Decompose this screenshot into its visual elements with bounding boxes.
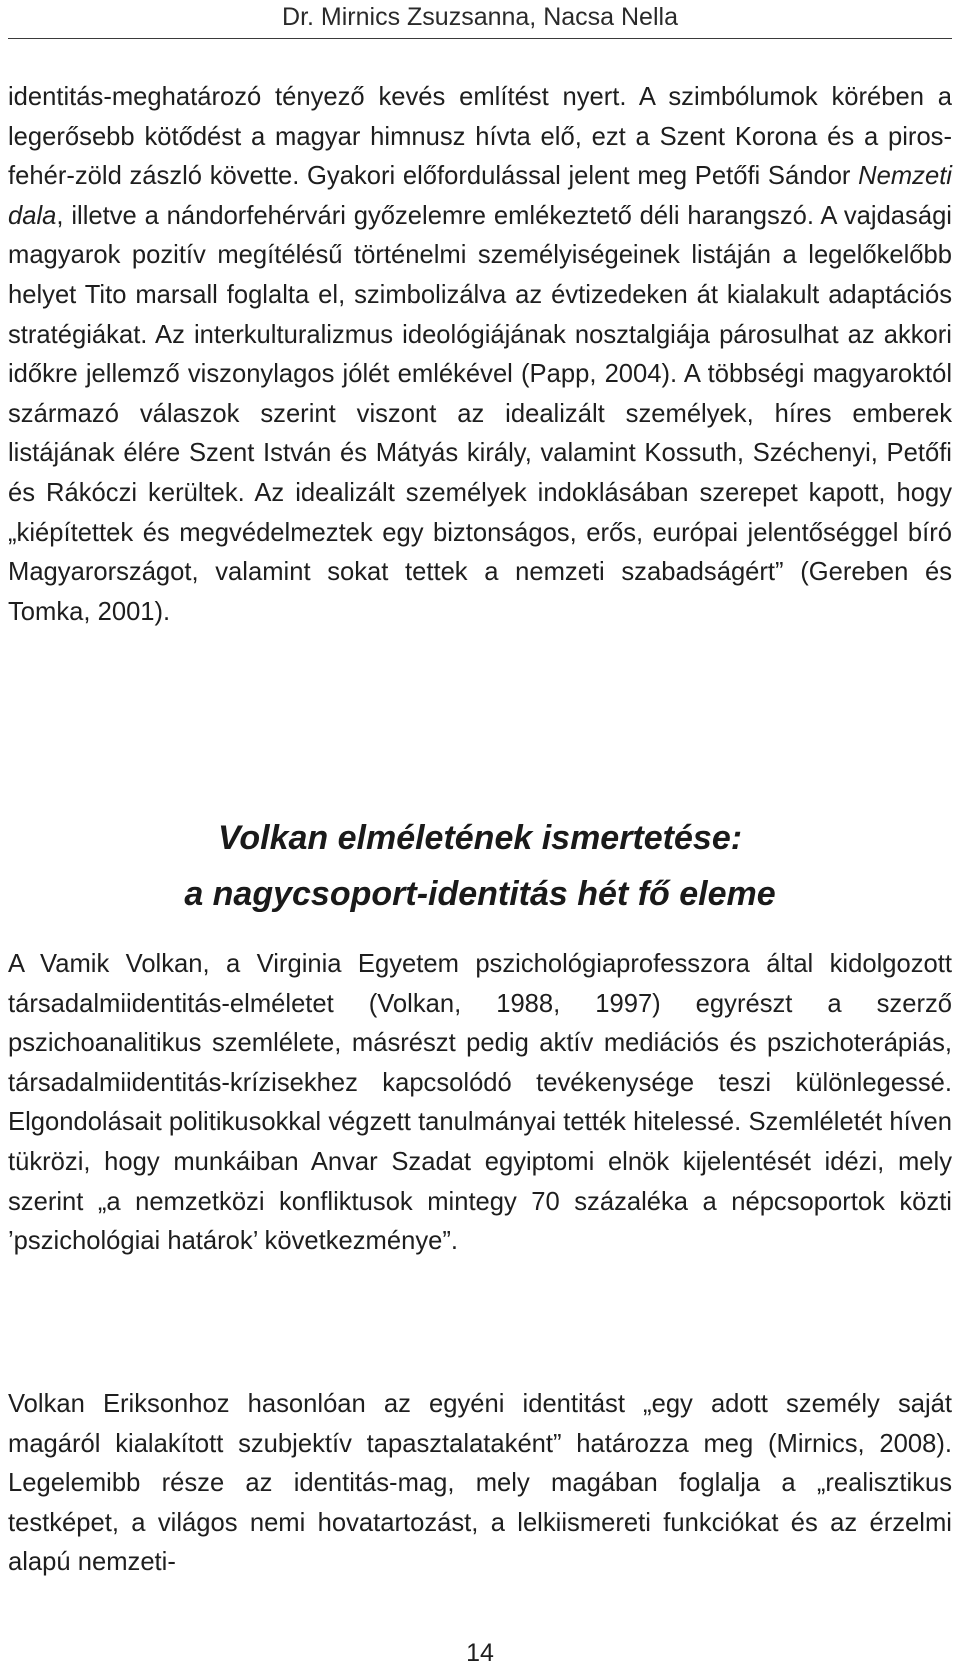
header-rule xyxy=(8,38,952,39)
section-heading-line-2: a nagycsoport-identitás hét fő eleme xyxy=(184,875,776,913)
section-heading-line-1: Volkan elméletének ismertetése: xyxy=(217,819,743,857)
running-header: Dr. Mirnics Zsuzsanna, Nacsa Nella xyxy=(282,3,678,31)
paragraph-1-text-b: , illetve a nándorfehérvári győzelemre emlékeztető déli harangszó. A vajdasági magyarok pozitív megítélésű történelmi személyiségeinek listáján a legelőkelőbb helyet Tito marsall foglalta el, szimbolizálva az évtizedeken át kialakult adaptációs stratégiákat. Az interkulturalizmus ideológiájának nosztalgiája párosulhat az akkori időkre jellemző viszonylagos jólét emlékével (Papp, 2004). A többségi magyaroktól származó válaszok szerint viszont az idealizált személyek, híres emberek listájának élére Szent István és Mátyás király, valamint Kossuth, Széchenyi, Petőfi és Rákóczi kerültek. Az idealizált személyek indoklásában szerepet kapott, hogy „kiépítettek és megvédelmeztek egy biztonságos, erős, európai jelentőséggel bíró Magyarországot, valamint sokat tettek a nemzeti szabadságért” (Gereben és Tomka, 2001). xyxy=(8,201,952,626)
body-paragraph-2: A Vamik Volkan, a Virginia Egyetem pszichológiaprofesszora által kidolgozott társadalmiidentitás-elméletet (Volkan, 1988, 1997) egyrészt a szerző pszichoanalitikus szemlélete, másrészt pedig aktív mediációs és pszichoterápiás, társadalmiidentitás-krízisekhez kapcsolódó tevékenysége teszi különlegessé. Elgondolásait politikusokkal végzett tanulmányai tették hitelessé. Szemléletét híven tükrözi, hogy munkáiban Anvar Szadat egyiptomi elnök kijelentését idézi, mely szerint „a nemzetközi konfliktusok mintegy 70 százaléka a népcsoportok közti ’pszichológiai határok’ következménye”. xyxy=(8,950,952,1256)
body-paragraph-1 xyxy=(8,78,952,632)
paragraph-1-text-a: identitás-meghatározó tényező kevés említést nyert. A szimbólumok körében a legerősebb kötődést a magyar himnusz hívta elő, ezt a Szent Korona és a piros-fehér-zöld zászló követte. Gyakori előfordulással jelent meg Petőfi Sándor xyxy=(8,83,952,191)
page-number: 14 xyxy=(466,1639,494,1667)
section-heading xyxy=(0,810,960,922)
poem-title-italic: Nemzeti dala xyxy=(8,162,952,230)
body-paragraph-3: Volkan Eriksonhoz hasonlóan az egyéni identitást „egy adott személy saját magáról kialakított szubjektív tapasztalataként” határozza meg (Mirnics, 2008). Legelemibb része az identitás-mag, mely magában foglalja a „realisztikus testképet, a világos nemi hovatartozást, a lelkiismereti funkciókat és az érzelmi alapú nemzeti- xyxy=(8,1390,952,1577)
